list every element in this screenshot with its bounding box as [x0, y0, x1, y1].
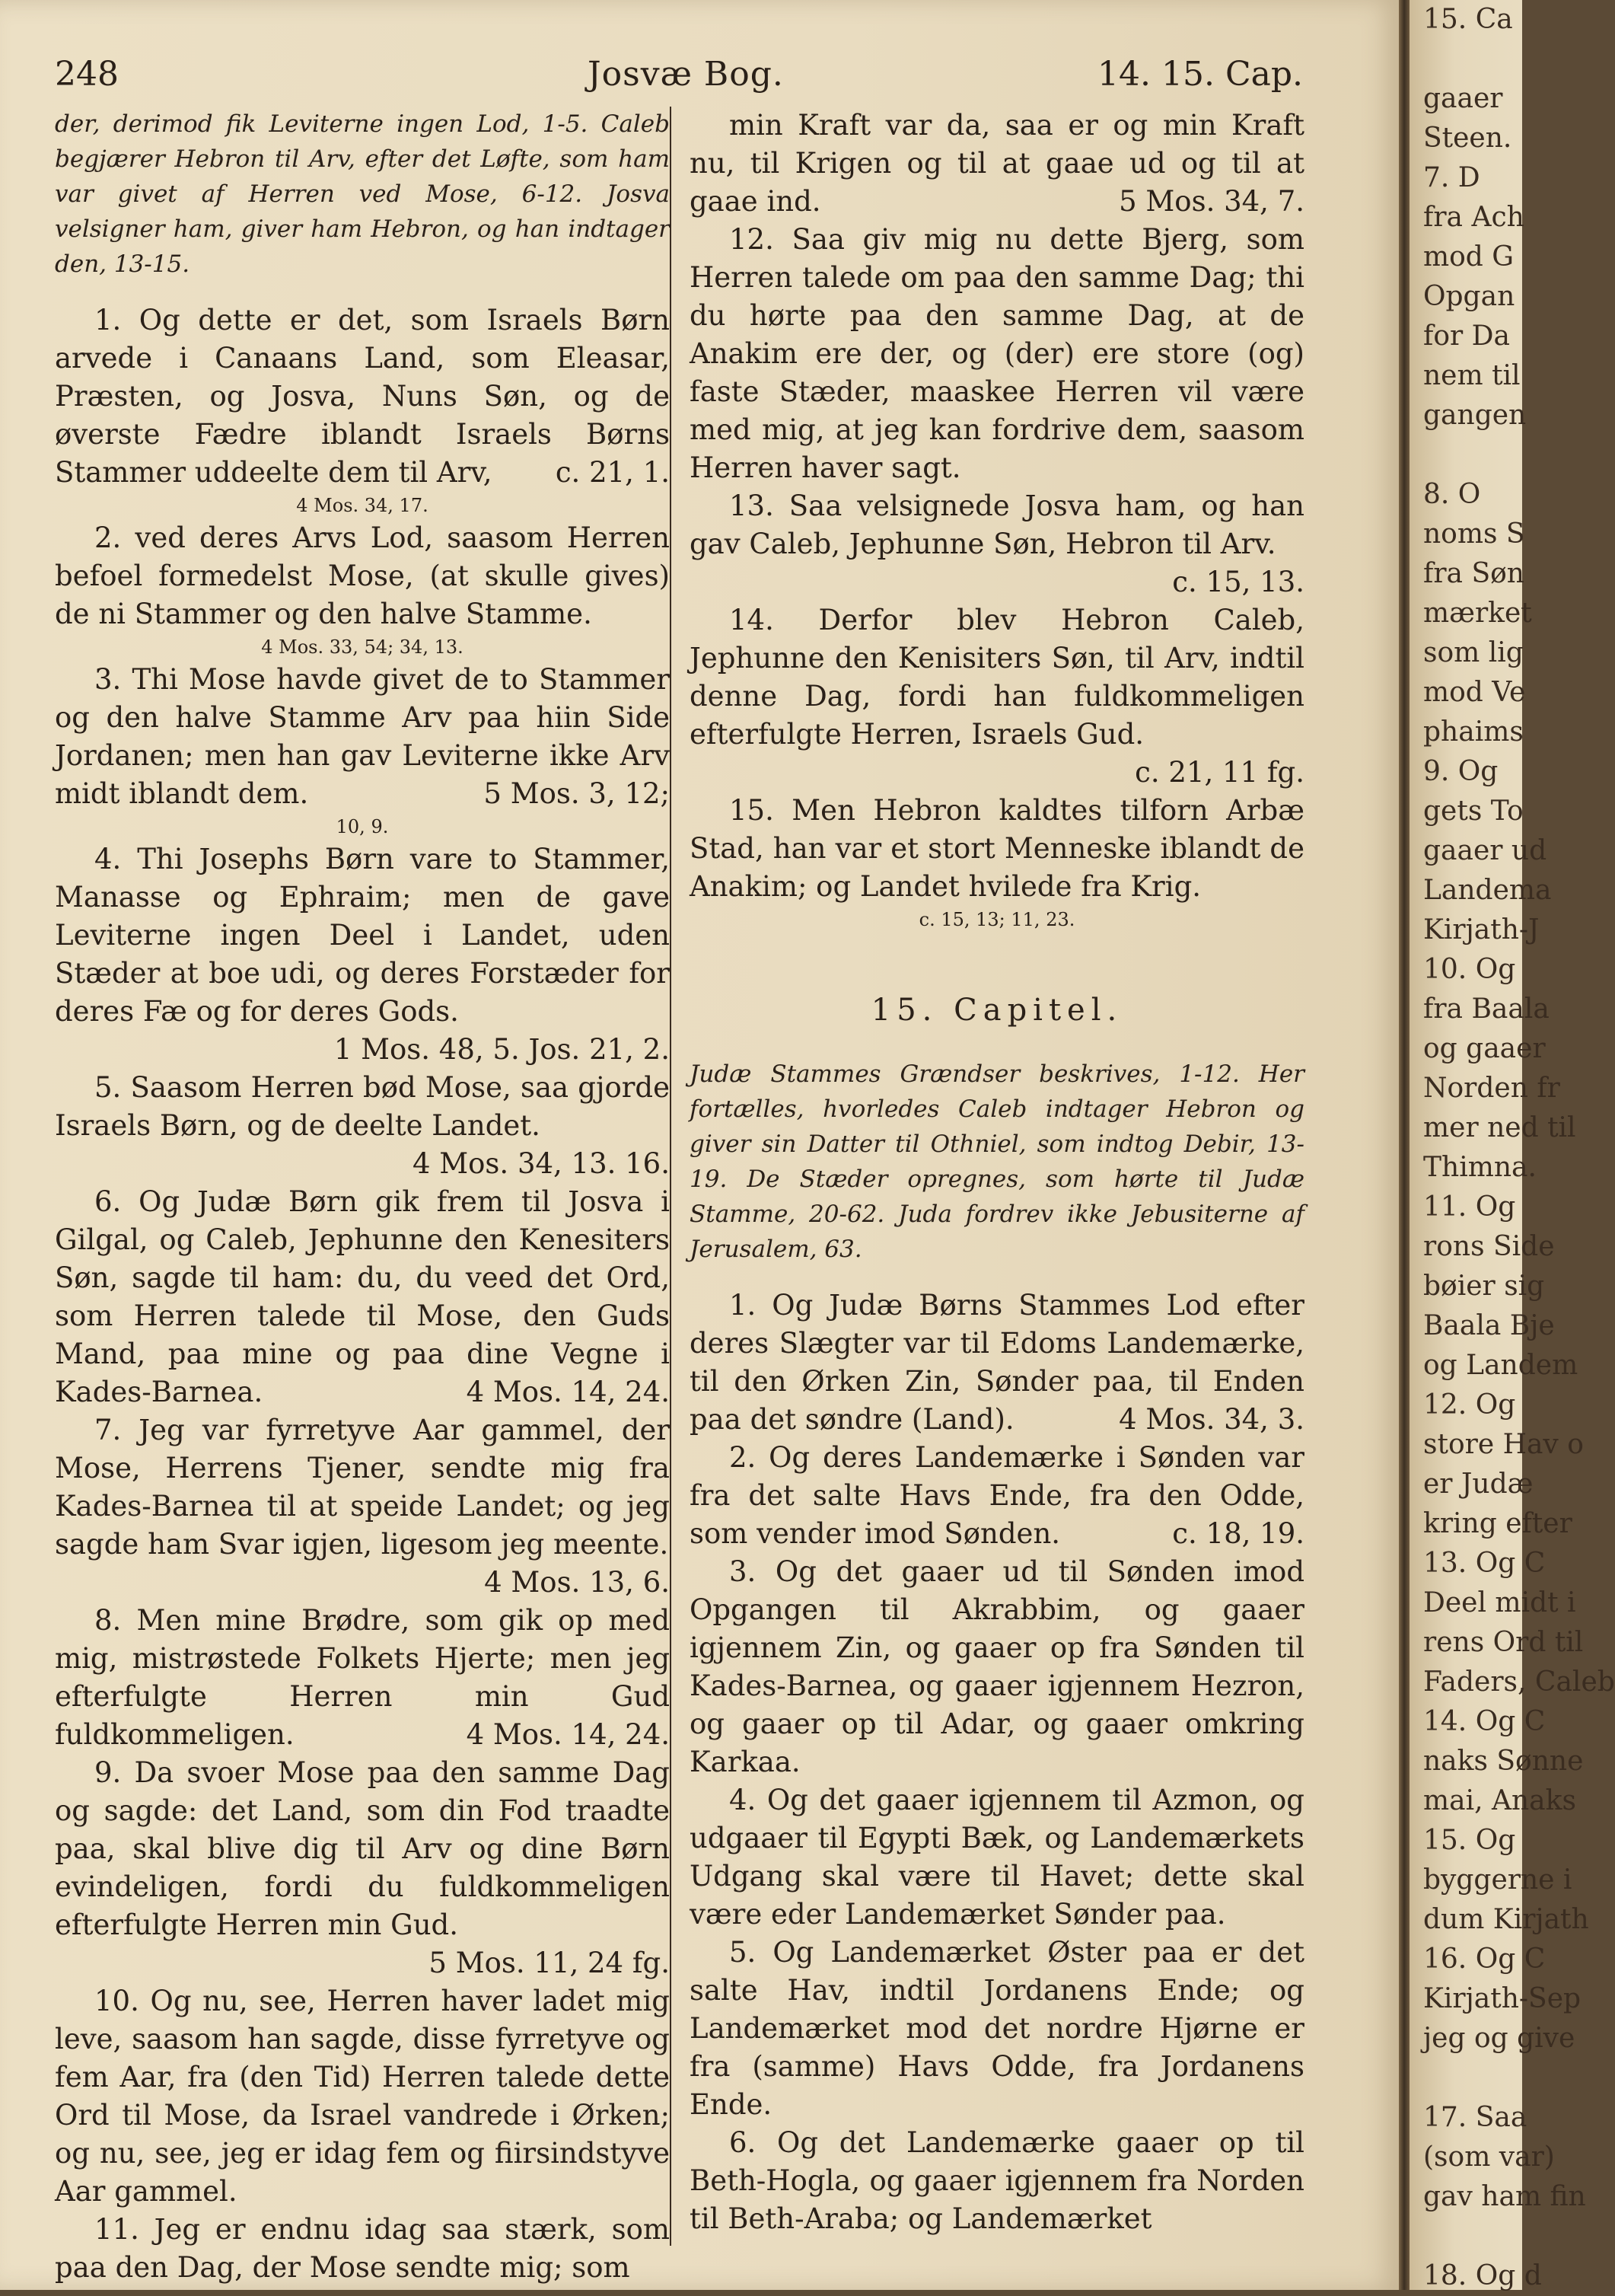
verse-reference: 5 Mos. 3, 12;: [474, 777, 670, 810]
verse: [690, 792, 1304, 906]
verse: [55, 2211, 670, 2287]
facing-page-fragment: [1410, 40, 1522, 79]
chapter-heading: 15. Capitel.: [871, 993, 1123, 1028]
right-verse-list-ch15: [690, 1287, 1304, 2238]
verse-text: 1. Og dette er det, som Israels Børn arvede i Canaans Land, som Eleasar, Præsten, og Josva, Nuns Søn, og de øverste Fædre iblandt Israels Børns Stammer uddeelte dem til Arv,: [55, 304, 670, 489]
facing-page-fragment: rens Ord til: [1423, 1627, 1584, 1658]
verse-reference: 5 Mos. 11, 24 fg.: [419, 1947, 670, 1979]
facing-page-fragment: gets To: [1423, 796, 1524, 827]
verse-reference: c. 21, 1.: [546, 456, 670, 489]
verse-text: 11. Jeg er endnu idag saa stærk, som paa den Dag, der Mose sendte mig; som: [55, 2213, 670, 2284]
facing-page-fragment: bøier sig: [1423, 1271, 1545, 1302]
facing-page-fragment: Faders, Caleb: [1423, 1666, 1615, 1698]
chapter-summary: Judæ Stammes Grændser beskrives, 1-12. Her fortælles, hvorledes Caleb indtager Hebron og giver sin Datter til Othniel, som indtog Debir, 13-19. De Stæder opregnes, som hørte til Judæ Stamme, 20-62. Juda fordrev ikke Jebusiterne af Jerusalem, 63.: [690, 1060, 1304, 1263]
verse: [690, 1934, 1304, 2124]
verse: [690, 1553, 1304, 1781]
facing-page-fragment: Landema: [1423, 875, 1552, 906]
verse-text: 12. Saa giv mig nu dette Bjerg, som Herren talede om paa den samme Dag; thi du hørte paa den samme Dag, at de Anakim ere der, og (der) ere store (og) faste Stæder, maaskee Herren vil være med mig, at jeg kan fordrive dem, saasom Herren haver sagt.: [690, 223, 1304, 484]
verse: [55, 301, 670, 492]
verse-text: 2. Og deres Landemærke i Sønden var fra det salte Havs Ende, fra den Odde, som vender imod Sønden.: [690, 1441, 1304, 1550]
verse: [690, 1781, 1304, 1934]
verse-reference: 1 Mos. 48, 5. Jos. 21, 2.: [325, 1033, 670, 1066]
facing-page-fragment: 13. Og C: [1423, 1548, 1546, 1579]
right-verse-list-ch14: [690, 107, 1304, 933]
left-verse-list: [55, 301, 670, 2287]
facing-page-fragment: fra Ach: [1423, 202, 1524, 233]
verse-text: 3. Thi Mose havde givet de to Stammer og den halve Stamme Arv paa hiin Side Jordanen; men han gav Leviterne ikke Arv midt iblandt dem.: [55, 663, 670, 810]
facing-page-fragment: 8. O: [1423, 479, 1481, 510]
verse: [55, 1069, 670, 1183]
facing-page-fragment: og Landem: [1423, 1350, 1578, 1381]
verse-text: 6. Og Judæ Børn gik frem til Josva i Gilgal, og Caleb, Jephunne den Kenesiters Søn, sagde til ham: du, du veed det Ord, som Herren talede til Mose, den Guds Mand, paa mine og paa dine Vegne i Kades-Barnea.: [55, 1185, 670, 1408]
verse: [690, 487, 1304, 601]
verse: [55, 1754, 670, 1982]
verse-text: 6. Og det Landemærke gaaer op til Beth-Hogla, og gaaer igjennem fra Norden til Beth-Araba; og Landemærket: [690, 2126, 1304, 2235]
facing-page-fragment: 16. Og C: [1423, 1944, 1546, 1975]
facing-page-fragment: Kirjath-J: [1423, 914, 1540, 946]
verse-text: 7. Jeg var fyrretyve Aar gammel, der Mose, Herrens Tjener, sendte mig fra Kades-Barnea til at speide Landet; og jeg sagde ham Svar igjen, ligesom jeg meente.: [55, 1414, 670, 1561]
facing-page-fragment: gaaer: [1423, 83, 1503, 114]
cross-reference: 4 Mos. 33, 54; 34, 13.: [261, 636, 463, 658]
verse: [690, 2124, 1304, 2238]
chapter-summary-continued: der, derimod fik Leviterne ingen Lod, 1-5. Caleb begjærer Hebron til Arv, efter det Løfte, som ham var givet af Herren ved Mose, 6-12. Josva velsigner ham, giver ham Hebron, og han indtager den, 13-15.: [55, 110, 670, 278]
facing-page-edge: [1410, 0, 1615, 2291]
facing-page-fragment: 9. Og: [1423, 756, 1499, 787]
facing-page-fragment: gaaer ud: [1423, 835, 1547, 866]
verse-text: 1. Og Judæ Børns Stammes Lod efter deres Slægter var til Edoms Landemærke, til den Ørken Zin, Sønder paa, til Enden paa det søndre (Land).: [690, 1289, 1304, 1436]
facing-page-fragment: mer ned til: [1423, 1112, 1576, 1143]
verse-reference: 4 Mos. 34, 3.: [1110, 1403, 1304, 1436]
facing-page-fragment: 11. Og: [1423, 1191, 1516, 1223]
facing-page-fragment: Deel midt i: [1423, 1587, 1576, 1618]
facing-page-fragment: 10. Og: [1423, 954, 1516, 985]
facing-page-fragment: Steen.: [1423, 123, 1512, 154]
book-gutter: [1399, 0, 1410, 2290]
facing-page-fragment: phaims: [1423, 716, 1524, 748]
cross-reference: 4 Mos. 34, 17.: [296, 495, 428, 516]
facing-page-fragment: rons Side: [1423, 1231, 1555, 1262]
chapter-range: 14. 15. Cap.: [1097, 55, 1303, 94]
running-title: Josvæ Bog.: [588, 55, 784, 94]
verse-text: 9. Da svoer Mose paa den samme Dag og sagde: det Land, som din Fod traadte paa, skal blive dig til Arv og dine Børn evindeligen, fordi du fuldkommeligen efterfulgte Herren min Gud.: [55, 1756, 670, 1941]
facing-page-fragment: fra Baala: [1423, 993, 1550, 1025]
verse-reference: c. 18, 19.: [1163, 1517, 1304, 1550]
facing-page-fragment: 15. Og: [1423, 1825, 1516, 1856]
verse-text: 8. Men mine Brødre, som gik op med mig, mistrøstede Folkets Hjerte; men jeg efterfulgte Herren min Gud fuldkommeligen.: [55, 1604, 670, 1751]
facing-page-fragment: Opgan: [1423, 281, 1515, 312]
facing-page-fragment: byggerne i: [1423, 1864, 1572, 1896]
verse: [55, 519, 670, 633]
facing-page-fragment: 17. Saa: [1423, 2102, 1527, 2133]
facing-page-fragment: 7. D: [1423, 162, 1480, 193]
page-header: [55, 55, 1303, 100]
facing-page-fragment: mærket: [1423, 598, 1532, 629]
verse-text: 5. Og Landemærket Øster paa er det salte Hav, indtil Jordanens Ende; og Landemærket mod det nordre Hjørne er fra (samme) Havs Odde, fra Jordanens Ende.: [690, 1936, 1304, 2121]
verse-text: 3. Og det gaaer ud til Sønden imod Opgangen til Akrabbim, og gaaer igjennem Zin, og gaaer op fra Sønden til Kades-Barnea, og gaaer igjennem Hezron, og gaaer op til Adar, og gaaer omkring Karkaa.: [690, 1555, 1304, 1778]
verse-text: 13. Saa velsignede Josva ham, og han gav Caleb, Jephunne Søn, Hebron til Arv.: [690, 489, 1304, 560]
verse-reference: c. 15, 13.: [1163, 566, 1304, 598]
verse-reference: 4 Mos. 13, 6.: [475, 1566, 670, 1599]
right-column: [690, 107, 1304, 2238]
verse: [55, 1411, 670, 1602]
facing-page-fragment: mai, Anaks: [1423, 1785, 1576, 1816]
facing-page-fragment: [1410, 435, 1522, 475]
verse-text: 2. ved deres Arvs Lod, saasom Herren befoel formedelst Mose, (at skulle gives) de ni Stammer og den halve Stamme.: [55, 521, 670, 630]
page-number: 248: [55, 55, 119, 94]
verse-text: 5. Saasom Herren bød Mose, saa gjorde Israels Børn, og de deelte Landet.: [55, 1071, 670, 1142]
facing-page-fragment: Norden fr: [1423, 1073, 1560, 1104]
cross-reference: c. 15, 13; 11, 23.: [919, 909, 1075, 930]
verse-reference: c. 21, 11 fg.: [1126, 756, 1304, 789]
verse: [690, 221, 1304, 487]
verse-reference: 5 Mos. 34, 7.: [1110, 185, 1304, 218]
verse: [55, 1183, 670, 1411]
facing-page-fragment: dum Kirjath: [1423, 1904, 1589, 1935]
facing-page-fragment: 15. Ca: [1423, 4, 1513, 35]
facing-page-fragment: for Da: [1423, 320, 1510, 352]
facing-page-fragment: mod Ve: [1423, 677, 1526, 708]
facing-page-fragment: jeg og give: [1423, 2023, 1575, 2054]
facing-page-fragment: 18. Og d: [1423, 2260, 1542, 2291]
facing-page-fragment: 12. Og: [1423, 1389, 1516, 1421]
facing-page-fragment: noms S: [1423, 518, 1525, 550]
facing-page-fragment: mod G: [1423, 241, 1515, 273]
facing-page-fragment: (som var): [1423, 2141, 1555, 2173]
verse-text: 4. Thi Josephs Børn vare to Stammer, Manasse og Ephraim; men de gave Leviterne ingen Deel i Landet, uden Stæder at boe udi, og deres Forstæder for deres Fæ og for deres Gods.: [55, 843, 670, 1028]
verse-reference: 4 Mos. 14, 24.: [457, 1376, 670, 1408]
facing-page-fragment: naks Sønne: [1423, 1746, 1584, 1777]
verse-reference: 4 Mos. 34, 13. 16.: [403, 1147, 670, 1180]
facing-page-fragment: gav ham fin: [1423, 2181, 1586, 2212]
verse: [690, 1439, 1304, 1553]
verse: [690, 601, 1304, 792]
verse-text: 10. Og nu, see, Herren haver ladet mig leve, saasom han sagde, disse fyrretyve og fem Aar, fra (den Tid) Herren talede dette Ord til Mose, da Israel vandrede i Ørken; og nu, see, jeg er idag fem og fiirsindstyve Aar gammel.: [55, 1985, 670, 2208]
facing-page-fragment: nem til: [1423, 360, 1521, 391]
facing-page-fragment: store Hav o: [1423, 1429, 1584, 1460]
verse: [55, 1602, 670, 1754]
facing-page-fragment: og gaaer: [1423, 1033, 1546, 1064]
verse-reference: 4 Mos. 14, 24.: [457, 1718, 670, 1751]
verse-text: 15. Men Hebron kaldtes tilforn Arbæ Stad, han var et stort Menneske iblandt de Anakim; og Landet hvilede fra Krig.: [690, 794, 1304, 903]
facing-page-fragment: som lig: [1423, 637, 1524, 668]
verse: [55, 661, 670, 813]
verse: [690, 107, 1304, 221]
cross-reference: 10, 9.: [336, 816, 389, 837]
facing-page-fragment: Baala Bje: [1423, 1310, 1555, 1341]
verse: [55, 1982, 670, 2211]
facing-page-fragment: [1410, 2217, 1522, 2256]
column-divider: [670, 107, 671, 2246]
verse: [55, 840, 670, 1069]
facing-page-fragment: kring efter: [1423, 1508, 1572, 1539]
facing-page-fragment: Kirjath-Sep: [1423, 1983, 1582, 2014]
facing-page-fragment: 14. Og C: [1423, 1706, 1546, 1737]
verse-text: min Kraft var da, saa er og min Kraft nu, til Krigen og til at gaae ud og til at gaae ind.: [690, 109, 1304, 218]
facing-page-fragment: er Judæ: [1423, 1468, 1534, 1500]
verse: [690, 1287, 1304, 1439]
verse-text: 4. Og det gaaer igjennem til Azmon, og udgaaer til Egypti Bæk, og Landemærkets Udgang skal være til Havet; dette skal være eder Landemærket Sønder paa.: [690, 1784, 1304, 1931]
left-column: [55, 107, 670, 2287]
facing-page-fragment: gangen: [1423, 400, 1527, 431]
verse-text: 14. Derfor blev Hebron Caleb, Jephunne den Kenisiters Søn, til Arv, indtil denne Dag, fordi han fuldkommeligen efterfulgte Herren, Israels Gud.: [690, 604, 1304, 751]
facing-page-fragment: Thimna.: [1423, 1152, 1537, 1183]
facing-page-fragment: fra Søn: [1423, 558, 1524, 589]
facing-page-fragment: [1410, 2058, 1522, 2098]
